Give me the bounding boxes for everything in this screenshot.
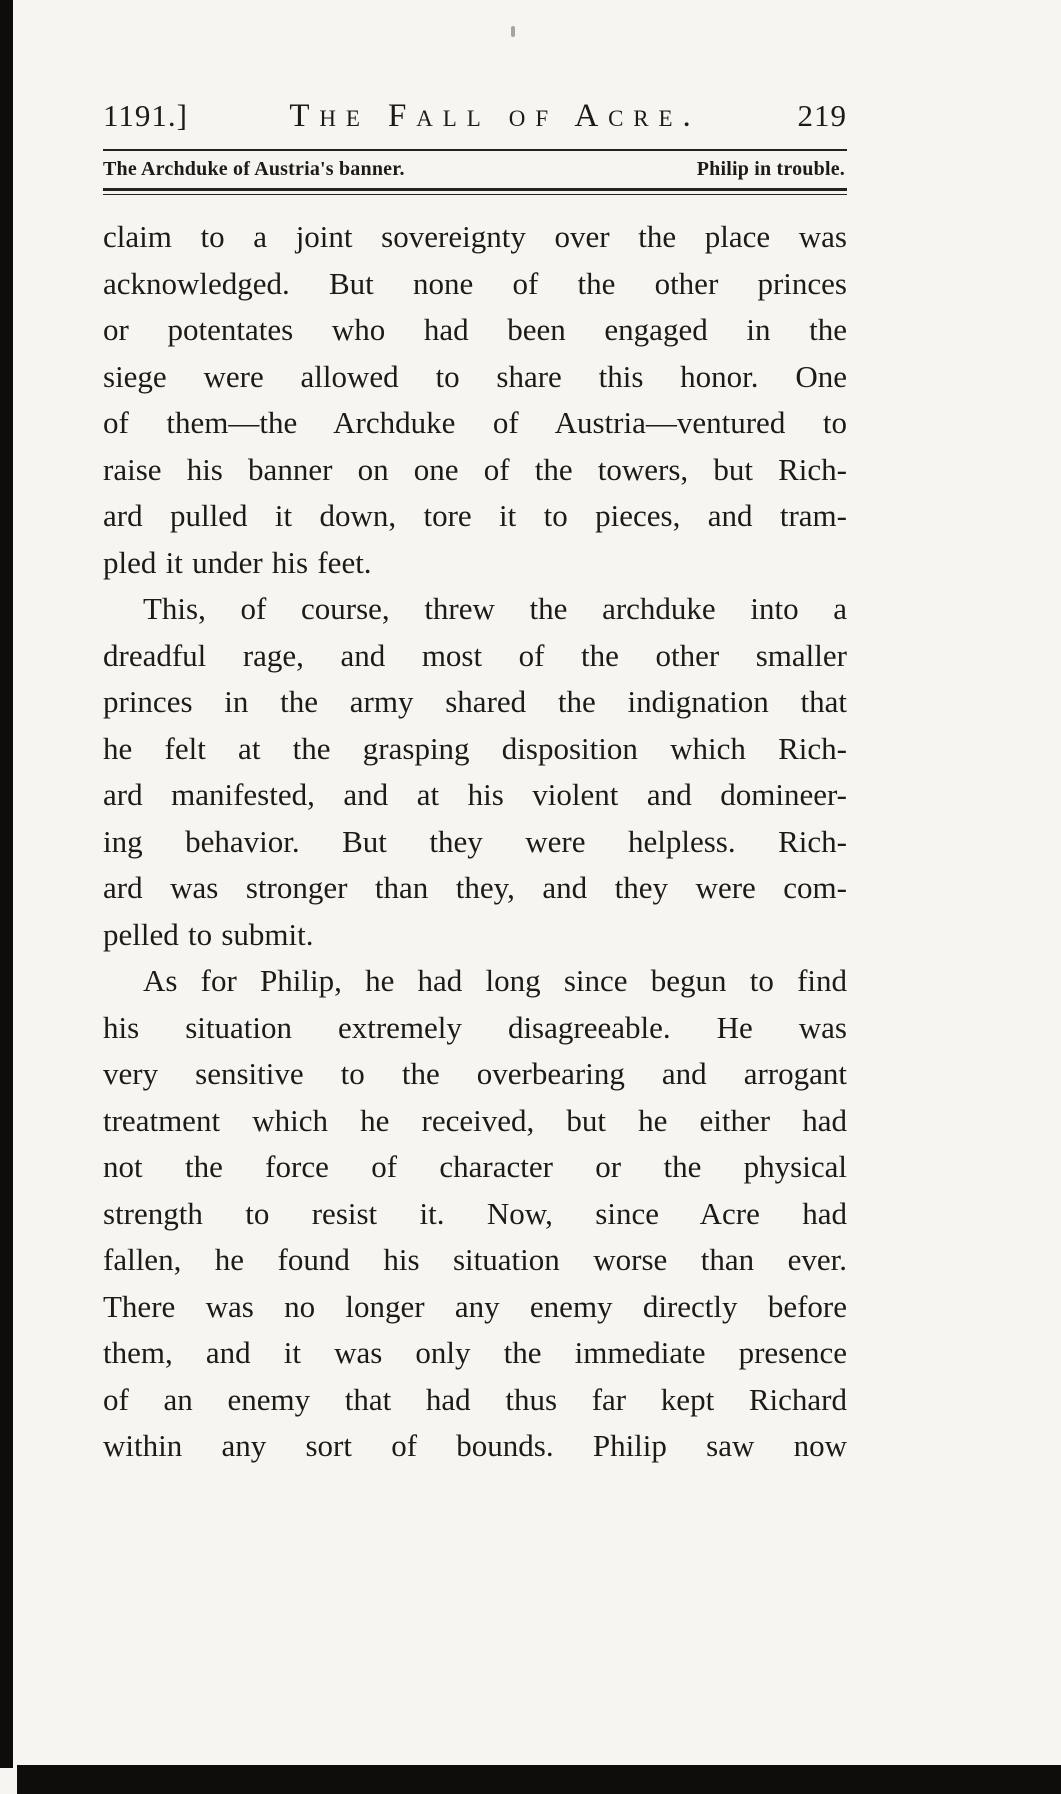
- scan-edge-bottom: [17, 1765, 1061, 1794]
- text-line: pled it under his feet.: [103, 544, 372, 580]
- text-line: ard manifested, and at his violent and domineer-: [103, 777, 847, 812]
- text-line: not the force of character or the physical: [103, 1149, 847, 1184]
- text-line: he felt at the grasping disposition which Rich-: [103, 730, 847, 766]
- text-line: of an enemy that had thus far kept Richard: [103, 1381, 847, 1417]
- scan-speck: [511, 26, 515, 37]
- text-line: As for Philip, he had long since begun to find: [143, 963, 847, 998]
- subheader-rule-thick: [103, 188, 847, 191]
- text-line: This, of course, threw the archduke into a: [143, 591, 847, 626]
- chapter-year: 1191.]: [103, 98, 188, 133]
- text-line: fallen, he found his situation worse than ever.: [103, 1242, 847, 1277]
- text-line: very sensitive to the overbearing and arrogant: [103, 1056, 847, 1091]
- text-line: strength to resist it. Now, since Acre had: [103, 1195, 847, 1231]
- text-line: acknowledged. But none of the other princes: [103, 265, 847, 301]
- text-line: ing behavior. But they were helpless. Rich-: [103, 823, 847, 859]
- text-line: dreadful rage, and most of the other smaller: [103, 637, 847, 673]
- text-line: treatment which he received, but he either had: [103, 1102, 847, 1138]
- text-line: ard was stronger than they, and they were com-: [103, 870, 847, 905]
- text-line: siege were allowed to share this honor. One: [103, 358, 847, 394]
- text-line: princes in the army shared the indignation that: [103, 684, 847, 719]
- paragraph: [103, 214, 847, 586]
- text-line: his situation extremely disagreeable. He was: [103, 1009, 847, 1045]
- body-text: [103, 214, 847, 1470]
- paragraph: [103, 958, 847, 1470]
- paragraph: [103, 586, 847, 958]
- subheader-rule-thin: [103, 194, 847, 195]
- running-title: The Fall of Acre.: [289, 98, 701, 134]
- text-line: or potentates who had been engaged in the: [103, 312, 847, 347]
- page-content: [103, 96, 847, 1470]
- page-number: 219: [797, 98, 847, 133]
- page-subheader: [103, 151, 847, 188]
- subheader-rule: [103, 188, 847, 195]
- text-line: claim to a joint sovereignty over the place was: [103, 219, 847, 254]
- subheader-left-note: The Archduke of Austria's banner.: [103, 158, 405, 180]
- text-line: within any sort of bounds. Philip saw now: [103, 1428, 847, 1463]
- text-line: There was no longer any enemy directly before: [103, 1288, 847, 1324]
- subheader-right-note: Philip in trouble.: [696, 158, 845, 180]
- text-line: raise his banner on one of the towers, but Rich-: [103, 451, 847, 487]
- text-line: them, and it was only the immediate presence: [103, 1335, 847, 1370]
- text-line: pelled to submit.: [103, 916, 314, 952]
- scan-edge-left: [0, 0, 13, 1768]
- text-line: of them—the Archduke of Austria—ventured to: [103, 405, 847, 440]
- text-line: ard pulled it down, tore it to pieces, and tram-: [103, 498, 847, 533]
- page-header: [103, 96, 847, 136]
